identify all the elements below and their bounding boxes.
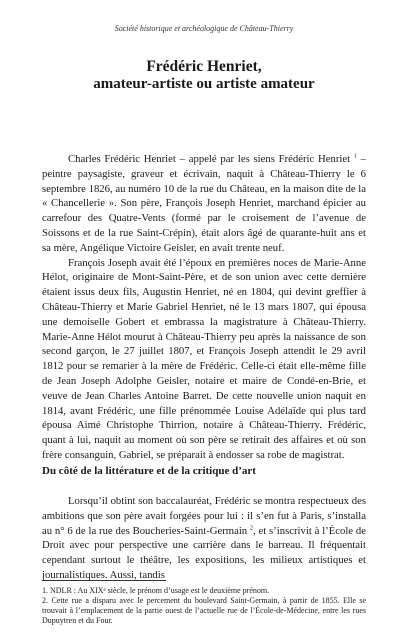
body-text (42, 152, 366, 463)
section-heading: Du côté de la littérature et de la critique d’art (42, 465, 256, 477)
paragraph-1-start: Charles Frédéric Henriet – appelé par les siens Frédéric Henriet (68, 153, 354, 165)
title-line-1: Frédéric Henriet, (146, 58, 262, 75)
section-paragraph-1 (42, 494, 366, 583)
section-body (42, 494, 366, 583)
section-paragraph-1-end: , et s’inscrivit à l’École de Droit avec pour perspective une carrière dans le barreau. Il fréquentait cependant surtout le théâtre, les expositions, les milieux artistiques et journalistiques. Aussi, tandis (42, 524, 366, 581)
running-header: Société historique et archéologique de Château-Thierry (114, 24, 294, 33)
article-title (40, 58, 368, 93)
paragraph-2: François Joseph avait été l’époux en premières noces de Marie-Anne Hélot, originaire de Mont-Saint-Père, et de son union avec cette dernière étaient issus deux fils, Augustin Henriet, né en 1804, qui devint greffier à Château-Thierry et Marie Gabriel Henriet, né le 13 mars 1807, qui épousa une demoiselle Gobert et embrassa la magistrature à Château-Thierry. Marie-Anne Hélot mourut à Château-Thierry peu après la naissance de son second garçon, le 27 juillet 1807, et François Joseph attendit le 29 avril 1812 pour se remarier à la mère de Frédéric. Celle-ci était elle-même fille de Jean Joseph Adolphe Geisler, notaire et maire de Condé-en-Brie, et veuve de Jean Charles Antoine Barret. De cette nouvelle union naquit en 1814, avant Frédéric, une fille prénommée Louise Adélaïde qui plus tard épousa Aimé Christophe Thirrion, notaire à Château-Thierry. Frédéric, quant à lui, naquit au moment où son père se retirait des affaires et où son frère consanguin, Gabriel, se préparait à endosser sa robe de magistrat. (42, 256, 366, 461)
paragraph-1-end: – peintre paysagiste, graveur et écrivain, naquit à Château-Thierry le 6 septembre 1826, au numéro 10 de la rue du Château, en la maison dite de la « Chancellerie ». Son père, François Joseph Henriet, marchand épicier au carrefour des Quatre-Vents (formé par le croisement de l’avenue de Soissons et de la rue Saint-Crépin), était alors âgé de quarante-huit ans et sa mère, Angélique Victoire Geisler, en avait trente neuf. (42, 153, 367, 254)
footnote-divider (42, 580, 166, 581)
section-paragraph-1-start: Lorsqu’il obtint son baccalauréat, Frédéric se montra respectueux des ambitions que son père avait forgées pour lui : il s’en fut à Paris, s’installa au n° 6 de la rue des Boucheries-Saint-Germain (42, 495, 366, 537)
title-line-2: amateur-artiste ou artiste amateur (93, 76, 315, 92)
footnote-ref-2: 2 (249, 525, 253, 532)
paragraph-1 (42, 152, 366, 256)
footnote-ref-1: 1 (353, 153, 357, 160)
footnote-2: 2. Cette rue a disparu avec le percement du boulevard Saint-Germain, à partir de 1855. Elle se trouvait à l’emplacement de la partie ouest de l’actuelle rue de l’École-de-Médecine, entre les rues Dupuytren et du Four. (42, 596, 366, 625)
footnotes (42, 586, 366, 626)
footnote-1: 1. NDLR : Au XIXᵉ siècle, le prénom d’usage est le deuxième prénom. (42, 586, 270, 595)
